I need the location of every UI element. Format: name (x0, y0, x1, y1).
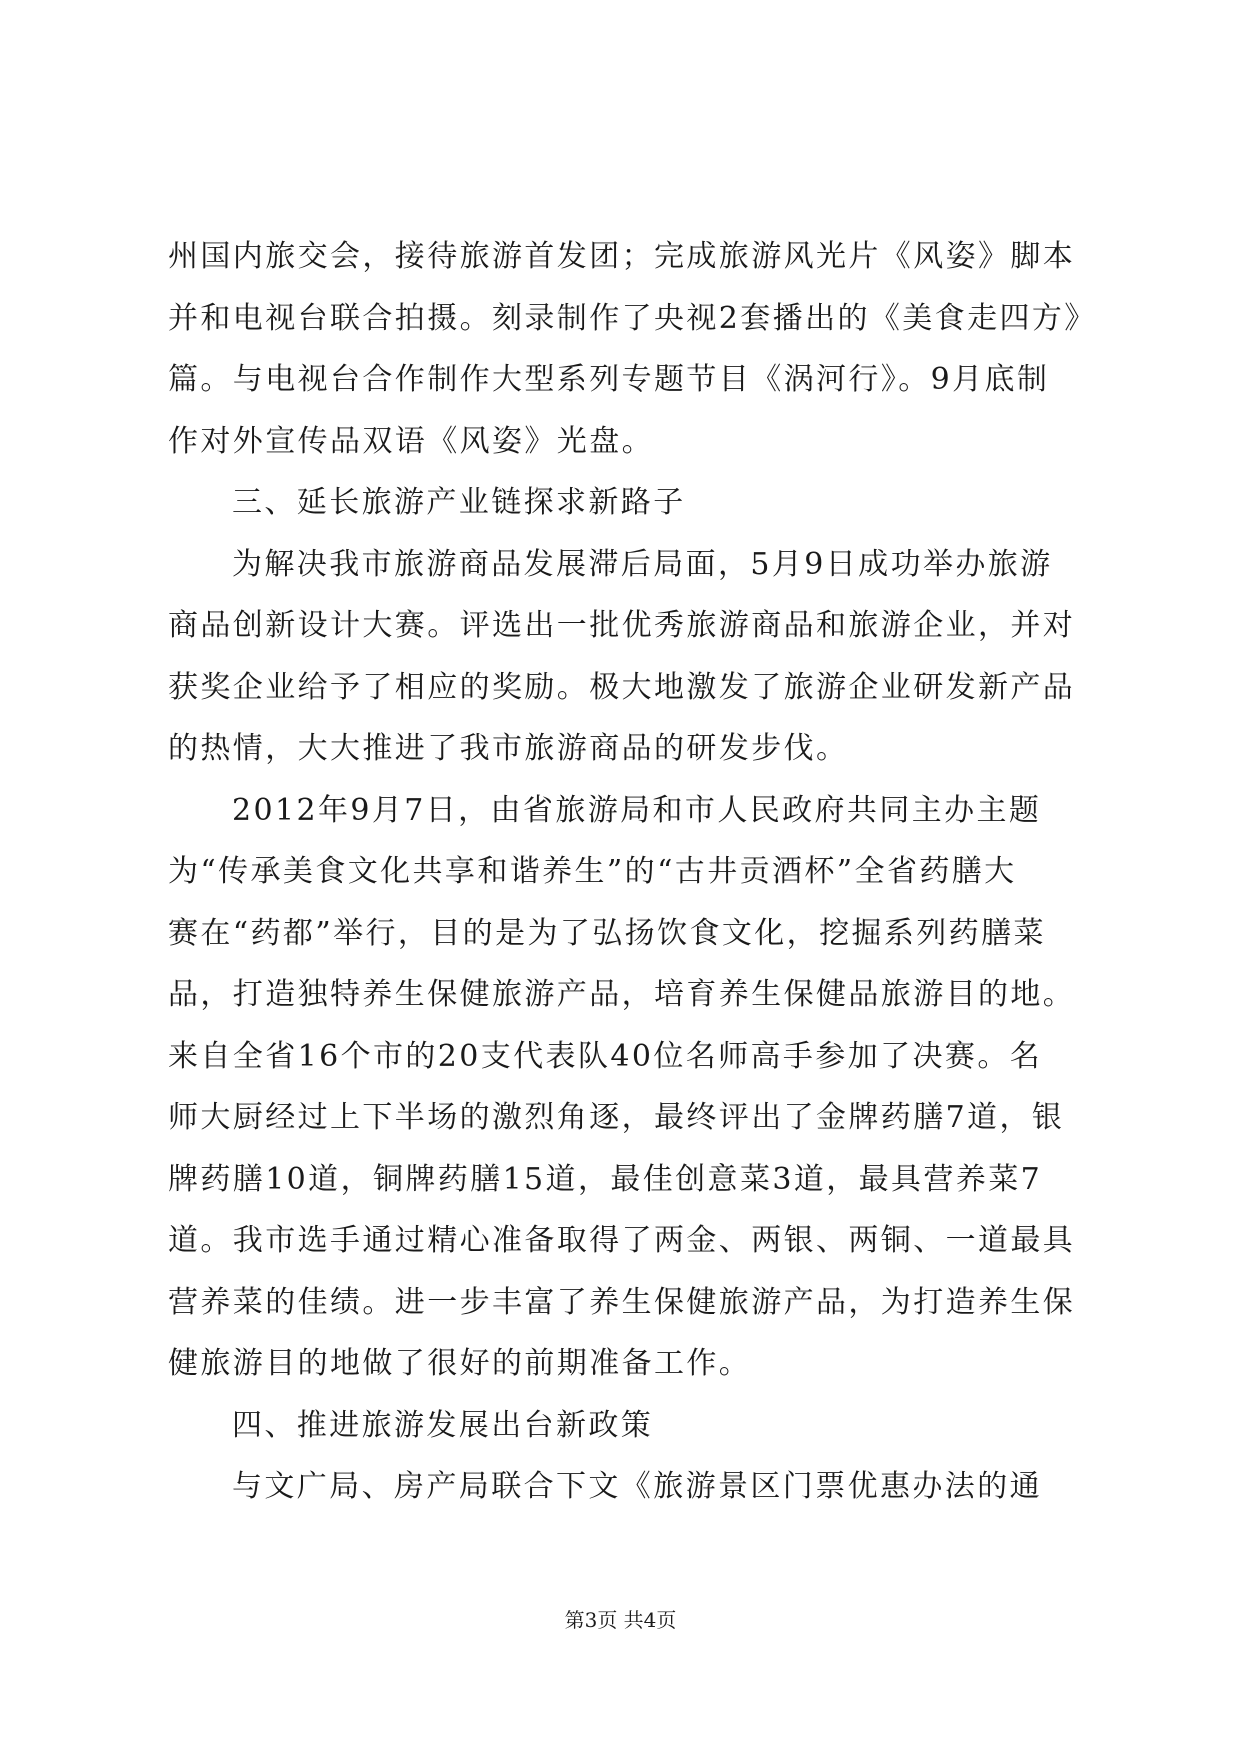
paragraph-continuation (168, 226, 1097, 472)
text-line: 2012年9月7日，由省旅游局和市人民政府共同主办主题 (232, 792, 1042, 828)
text-line: 为“传承美食文化共享和谐养生”的“古井贡酒杯”全省药膳大 (168, 854, 1017, 889)
heading-text: 三、延长旅游产业链探求新路子 (232, 485, 686, 520)
text-line: 健旅游目的地做了很好的前期准备工作。 (168, 1346, 752, 1381)
document-body (168, 226, 1097, 1518)
text-line: 来自全省16个市的20支代表队40位名师高手参加了决赛。名 (168, 1038, 1043, 1074)
text-line: 获奖企业给予了相应的奖励。极大地激发了旅游企业研发新产品 (168, 669, 1076, 705)
paragraph (168, 1456, 1088, 1518)
paragraph (168, 534, 1088, 780)
section-heading-3 (168, 472, 1088, 534)
text-line: 商品创新设计大赛。评选出一批优秀旅游商品和旅游企业，并对 (168, 608, 1076, 643)
text-line: 师大厨经过上下半场的激烈角逐，最终评出了金牌药膳7道，银 (168, 1100, 1065, 1135)
text-line: 并和电视台联合拍摄。刻录制作了央视2套播出的《美食走四方》 (168, 300, 1097, 336)
text-line: 的热情，大大推进了我市旅游商品的研发步伐。 (168, 731, 849, 766)
text-line: 为解决我市旅游商品发展滞后局面，5月9日成功举办旅游 (232, 546, 1053, 582)
text-line: 作对外宣传品双语《风姿》光盘。 (168, 423, 654, 459)
text-line: 营养菜的佳绩。进一步丰富了养生保健旅游产品，为打造养生保 (168, 1284, 1076, 1320)
text-line: 赛在“药都”举行，目的是为了弘扬饮食文化，挖掘系列药膳菜 (168, 915, 1046, 951)
heading-text: 四、推进旅游发展出台新政策 (232, 1407, 654, 1443)
page-footer (0, 1606, 1241, 1634)
text-line: 州国内旅交会，接待旅游首发团；完成旅游风光片《风姿》脚本 (168, 239, 1076, 274)
text-line: 牌药膳10道，铜牌药膳15道，最佳创意菜3道，最具营养菜7 (168, 1161, 1043, 1197)
text-line: 篇。与电视台合作制作大型系列专题节目《涡河行》。9月底制 (168, 362, 1050, 397)
page-number: 第3页 共4页 (564, 1608, 677, 1632)
text-line: 品，打造独特养生保健旅游产品，培育养生保健品旅游目的地。 (168, 977, 1076, 1012)
text-line: 道。我市选手通过精心准备取得了两金、两银、两铜、一道最具 (168, 1223, 1076, 1258)
section-heading-4 (168, 1395, 1088, 1457)
paragraph (168, 780, 1088, 1395)
text-line: 与文广局、房产局联合下文《旅游景区门票优惠办法的通 (232, 1469, 1042, 1504)
